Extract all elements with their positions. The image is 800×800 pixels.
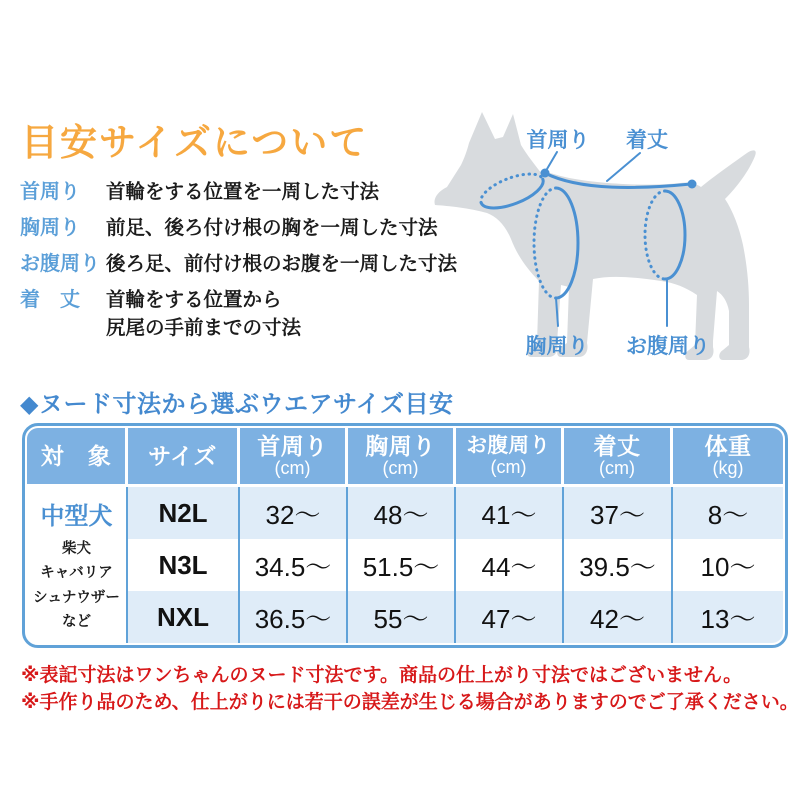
length-start-dot bbox=[541, 169, 550, 178]
size-guide-heading: ◆ヌード寸法から選ぶウエアサイズ目安 bbox=[20, 391, 454, 418]
definition-length bbox=[20, 289, 440, 340]
header-label: 対 象 bbox=[40, 442, 112, 469]
cell-length: 39.5〜 bbox=[564, 539, 673, 591]
cell-chest: 55〜 bbox=[348, 591, 456, 643]
dog-measurement-diagram bbox=[415, 95, 795, 385]
cell-neck: 32〜 bbox=[240, 487, 348, 539]
diagram-belly-label: お腹周り bbox=[626, 335, 710, 358]
size-table bbox=[22, 423, 788, 648]
length-end-dot bbox=[688, 180, 697, 189]
cell-neck: 34.5〜 bbox=[240, 539, 348, 591]
definition-desc: 首輪をする位置を一周した寸法 bbox=[106, 181, 380, 203]
cell-neck: 36.5〜 bbox=[240, 591, 348, 643]
definition-chest bbox=[20, 217, 440, 240]
header-unit: (cm) bbox=[274, 458, 311, 479]
header-label: サイズ bbox=[148, 442, 217, 469]
target-breed: など bbox=[62, 613, 91, 630]
header-weight bbox=[673, 428, 783, 487]
cell-weight: 13〜 bbox=[673, 591, 783, 643]
definition-neck bbox=[20, 181, 440, 204]
target-breed: シュナウザー bbox=[33, 589, 120, 606]
definition-term: 着 丈 bbox=[20, 289, 80, 311]
header-unit: (cm) bbox=[599, 458, 635, 479]
cell-chest: 48〜 bbox=[348, 487, 456, 539]
cell-size: N2L bbox=[128, 487, 240, 539]
definition-term: 胸周り bbox=[20, 217, 80, 239]
diagram-neck-label: 首周り bbox=[526, 129, 590, 152]
header-label: お腹周り bbox=[466, 434, 551, 458]
footnotes bbox=[21, 662, 799, 716]
dog-silhouette-image bbox=[435, 112, 756, 360]
header-chest bbox=[348, 428, 456, 487]
footnote-2: ※手作り品のため、仕上がりには若干の誤差が生じる場合がありますのでご了承ください。 bbox=[21, 692, 799, 713]
cell-chest: 51.5〜 bbox=[348, 539, 456, 591]
target-cell bbox=[27, 487, 128, 643]
neck-label-connector bbox=[547, 152, 557, 169]
header-label: 胸周り bbox=[365, 432, 436, 459]
size-table-grid bbox=[27, 428, 783, 643]
definition-desc: 前足、後ろ付け根の胸を一周した寸法 bbox=[106, 217, 438, 239]
definition-desc-line2: 尻尾の手前までの寸法 bbox=[106, 317, 302, 339]
header-label: 体重 bbox=[704, 432, 752, 459]
cell-size: N3L bbox=[128, 539, 240, 591]
cell-belly: 47〜 bbox=[456, 591, 564, 643]
header-length bbox=[564, 428, 673, 487]
definition-term: お腹周り bbox=[20, 253, 100, 275]
definition-term: 首周り bbox=[20, 181, 80, 203]
definition-desc-line1: 首輪をする位置から bbox=[106, 289, 282, 311]
header-unit: (cm) bbox=[382, 458, 419, 479]
page-title: 目安サイズについて bbox=[21, 122, 369, 163]
header-target bbox=[27, 428, 128, 487]
cell-length: 42〜 bbox=[564, 591, 673, 643]
header-unit: (cm) bbox=[490, 456, 527, 477]
header-label: 着丈 bbox=[593, 432, 641, 459]
cell-belly: 44〜 bbox=[456, 539, 564, 591]
target-breed: キャバリア bbox=[40, 565, 113, 582]
diagram-chest-label: 胸周り bbox=[525, 335, 589, 358]
measurement-definitions bbox=[20, 181, 458, 353]
cell-size: NXL bbox=[128, 591, 240, 643]
header-belly bbox=[456, 428, 564, 487]
cell-length: 37〜 bbox=[564, 487, 673, 539]
target-dog-type: 中型犬 bbox=[40, 503, 113, 531]
header-neck bbox=[240, 428, 348, 487]
cell-belly: 41〜 bbox=[456, 487, 564, 539]
dog-diagram-svg bbox=[415, 95, 795, 385]
target-breed: 柴犬 bbox=[62, 541, 91, 558]
definition-belly bbox=[20, 253, 458, 276]
cell-weight: 8〜 bbox=[673, 487, 783, 539]
header-label: 首周り bbox=[257, 432, 328, 459]
footnote-1: ※表記寸法はワンちゃんのヌード寸法です。商品の仕上がり寸法ではございません。 bbox=[21, 665, 743, 686]
definition-desc: 後ろ足、前付け根のお腹を一周した寸法 bbox=[106, 253, 458, 275]
definition-desc bbox=[106, 289, 301, 340]
length-label-connector bbox=[607, 153, 640, 181]
header-unit: (kg) bbox=[712, 458, 744, 479]
header-size bbox=[128, 428, 240, 487]
cell-weight: 10〜 bbox=[673, 539, 783, 591]
diagram-length-label: 着丈 bbox=[626, 129, 668, 152]
